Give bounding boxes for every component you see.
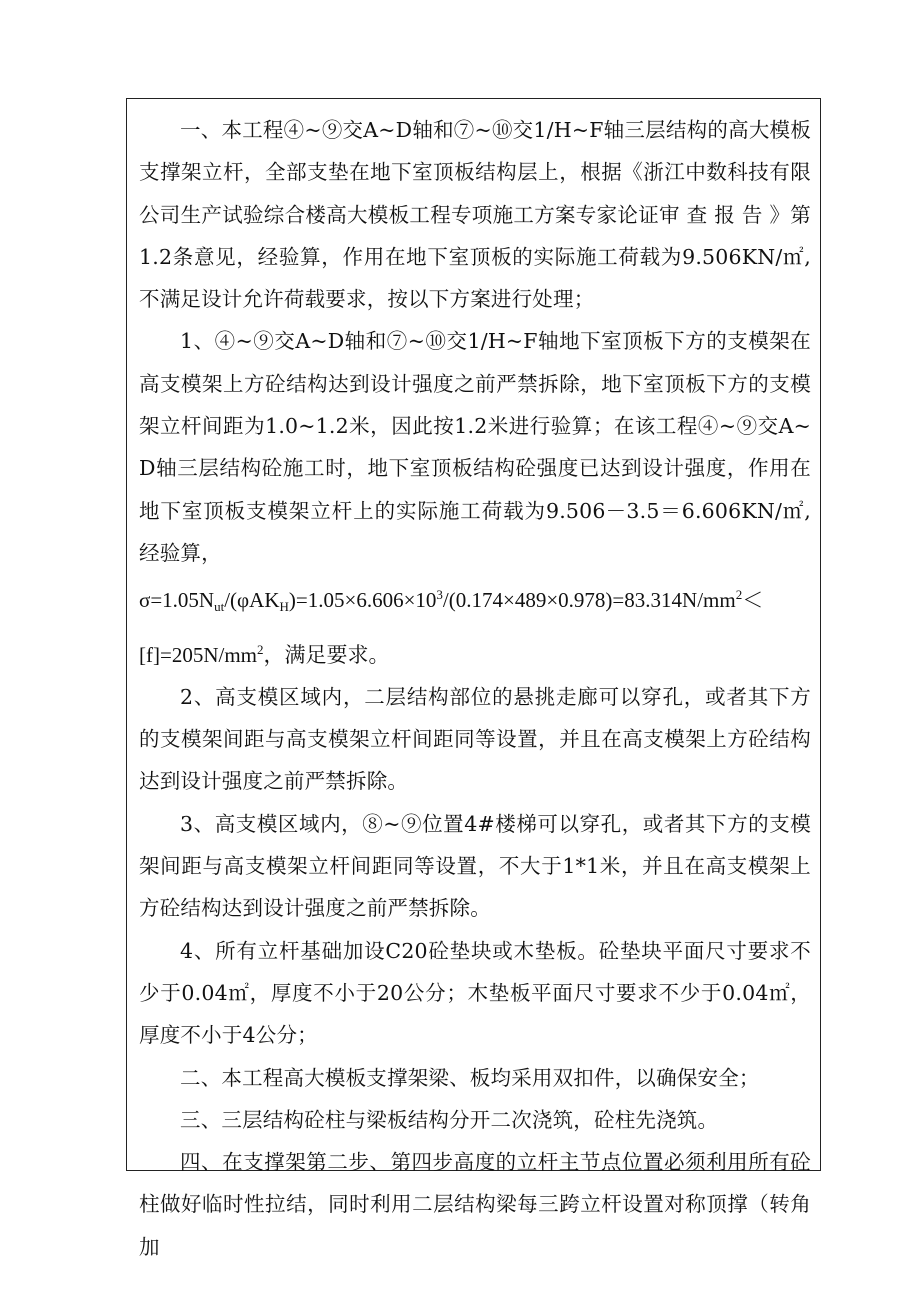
document-frame	[126, 98, 821, 1259]
stress-formula: $\sigma=1.05N_{ut}/(\varphi AK_H)=1.05\times 6.606\times 10^3/(0.174\times 489\times 0.978)=83.314N/mm^2<$ $[f]=205N/mm^2$，满足要求。	[139, 587, 764, 667]
paragraph-1-item-3: 3、高支模区域内，⑧~⑨位置4#楼梯可以穿孔，或者其下方的支模架间距与高支模架立杆间距同等设置，不大于1*1米，并且在高支模架上方砼结构达到设计强度之前严禁拆除。	[139, 811, 811, 921]
paragraph-1: 一、本工程④~⑨交A~D轴和⑦~⑩交1/H~F轴三层结构的高大模板支撑架立杆，全部支垫在地下室顶板结构层上，根据《浙江中数科技有限公司生产试验综合楼高大模板工程专项施工方案专家论证审 查 报 告 》第1.2条意见，经验算，作用在地下室顶板的实际施工荷载为9.506KN/㎡, 不满足设计允许荷载要求，按以下方案进行处理；	[139, 118, 811, 312]
paragraph-2: 二、本工程高大模板支撑架梁、板均采用双扣件，以确保安全；	[180, 1065, 760, 1090]
paragraph-3: 三、三层结构砼柱与梁板结构分开二次浇筑，砼柱先浇筑。	[180, 1107, 719, 1132]
paragraph-1-item-2: 2、高支模区域内，二层结构部位的悬挑走廊可以穿孔，或者其下方的支模架间距与高支模架立杆间距同等设置，并且在高支模架上方砼结构达到设计强度之前严禁拆除。	[139, 684, 811, 794]
paragraph-1-item-4: 4、所有立杆基础加设C20砼垫块或木垫板。砼垫块平面尺寸要求不少于0.04㎡，厚度不小于20公分；木垫板平面尺寸要求不少于0.04㎡，厚度不小于4公分；	[139, 938, 811, 1048]
paragraph-1-item-1: 1、④~⑨交A~D轴和⑦~⑩交1/H~F轴地下室顶板下方的支模架在高支模架上方砼结构达到设计强度之前严禁拆除，地下室顶板下方的支模架立杆间距为1.0~1.2米，因此按1.2米进行验算；在该工程④~⑨交A~D轴三层结构砼施工时，地下室顶板结构砼强度已达到设计强度，作用在地下室顶板支模架立杆上的实际施工荷载为9.506－3.5＝6.606KN/㎡,经验算，	[139, 329, 811, 565]
document-body	[139, 109, 811, 1268]
paragraph-4: 四、在支撑架第二步、第四步高度的立杆主节点位置必须利用所有砼柱做好临时性拉结，同时利用二层结构梁每三跨立杆设置对称顶撑（转角加	[139, 1150, 811, 1259]
